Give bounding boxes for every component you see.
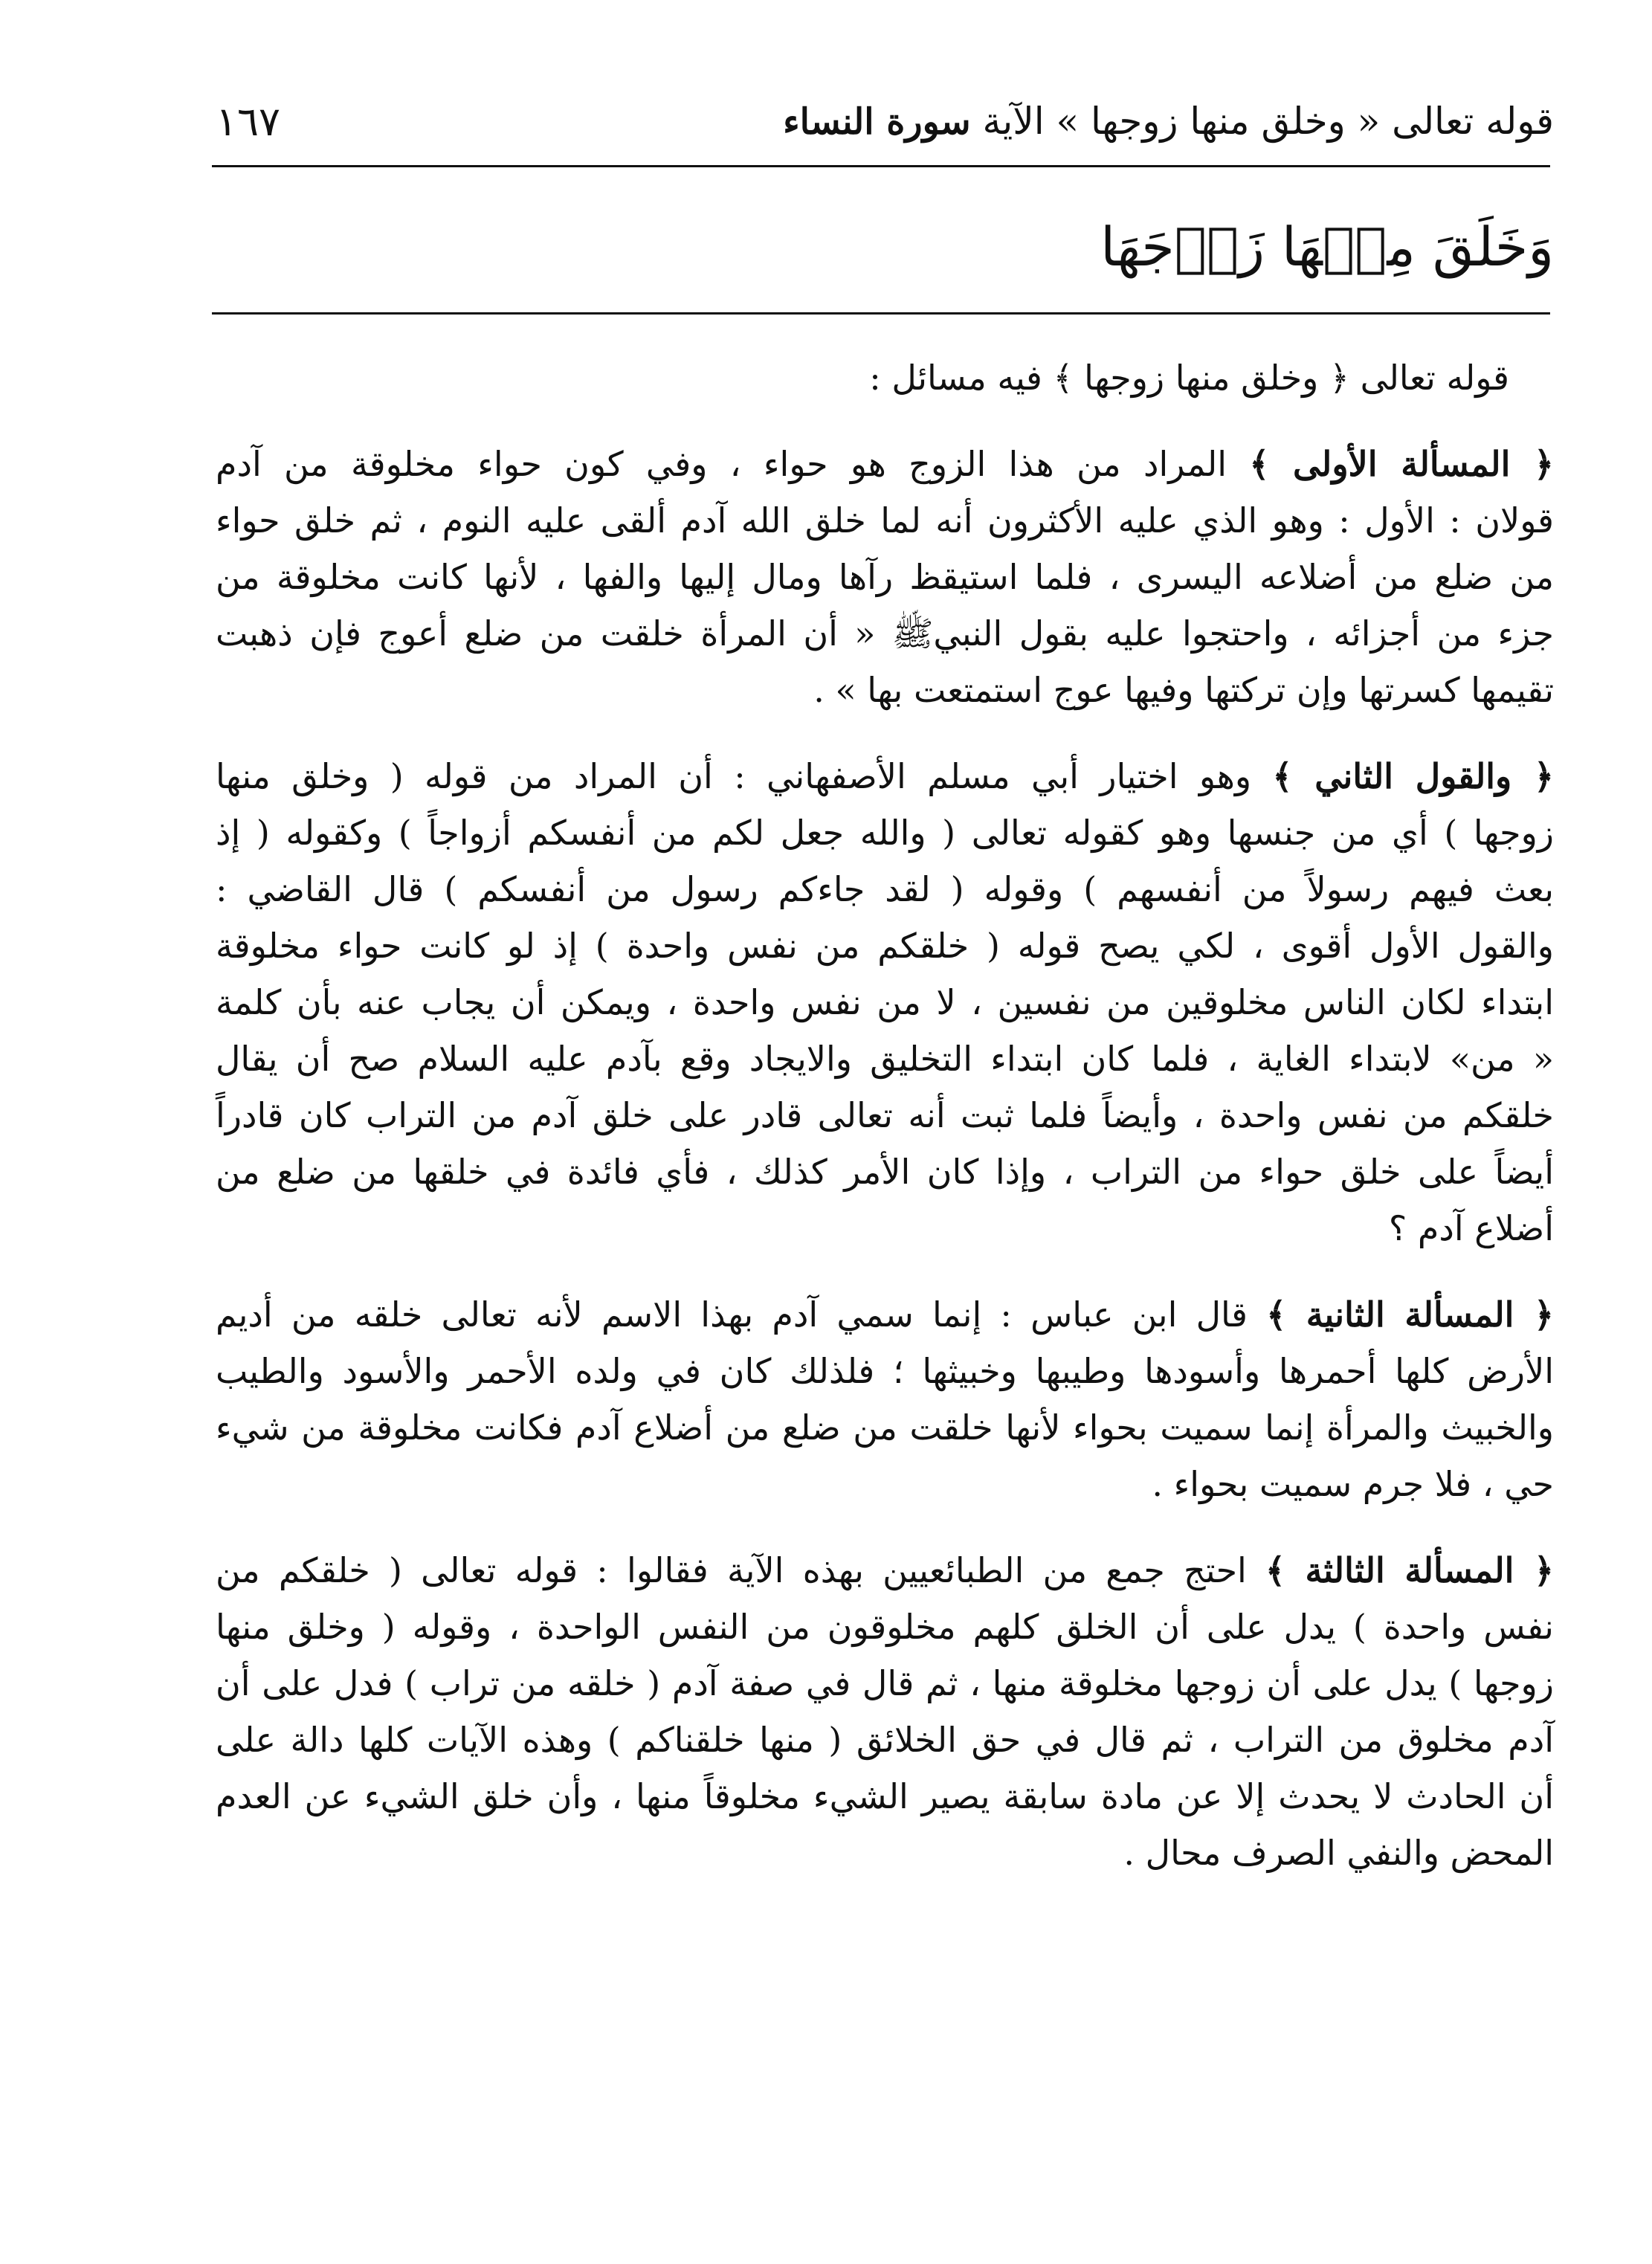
verse-heading: وَخَلَقَ مِنۡهَا زَوۡجَهَا xyxy=(1100,216,1554,278)
body-text xyxy=(216,349,1554,1911)
paragraph-lead: ﴿ المسألة الثالثة ﴾ xyxy=(1265,1550,1554,1590)
paragraph-line: حي ، فلا جرم سميت بحواء . xyxy=(1152,1464,1554,1504)
paragraph-line: خلقكم من نفس واحدة ، وأيضاً فلما ثبت أنه تعالى قادر على خلق آدم من التراب كان قادراً xyxy=(216,1095,1554,1135)
paragraph-lead: ﴿ والقول الثاني ﴾ xyxy=(1272,756,1554,796)
paragraph-first-issue xyxy=(216,436,1554,718)
header-sura-name: سورة النساء xyxy=(783,101,971,143)
paragraph-line: ﴿ المسألة الثالثة ﴾ احتج جمع من الطبائعيين بهذه الآية فقالوا : قوله تعالى ( خلقكم من xyxy=(216,1550,1554,1590)
paragraph-line: الأرض كلها أحمرها وأسودها وطيبها وخبيثها ؛ فلذلك كان في ولده الأحمر والأسود والطيب xyxy=(216,1351,1554,1391)
intro-paragraph xyxy=(216,349,1554,406)
intro-line: قوله تعالى ﴿ وخلق منها زوجها ﴾ فيه مسائل : xyxy=(869,358,1509,398)
paragraph-line: نفس واحدة ) يدل على أن الخلق كلهم مخلوقون من النفس الواحدة ، وقوله ( وخلق منها xyxy=(216,1607,1554,1647)
paragraph-line: أن الحادث لا يحدث إلا عن مادة سابقة يصير الشيء مخلوقاً منها ، وأن خلق الشيء عن العدم xyxy=(216,1776,1554,1816)
paragraph-line: زوجها ) يدل على أن زوجها مخلوقة منها ، ثم قال في صفة آدم ( خلقه من تراب ) فدل على أن xyxy=(216,1663,1554,1703)
paragraph-line: ﴿ المسألة الثانية ﴾ قال ابن عباس : إنما سمي آدم بهذا الاسم لأنه تعالى خلقه من أديم xyxy=(216,1294,1554,1335)
paragraph-line: « من» لابتداء الغاية ، فلما كان ابتداء التخليق والايجاد وقع بآدم عليه السلام صح أن يقال xyxy=(216,1039,1554,1079)
header-verse-title: قوله تعالى « وخلق منها زوجها » الآية xyxy=(982,100,1554,143)
paragraph-lead: ﴿ المسألة الثانية ﴾ xyxy=(1266,1294,1554,1335)
header-title xyxy=(783,100,1554,143)
paragraph-line: جزء من أجزائه ، واحتجوا عليه بقول النبيﷺ « أن المرأة خلقت من ضلع أعوج فإن ذهبت xyxy=(216,613,1554,654)
page-number: ١٦٧ xyxy=(216,97,281,145)
running-header xyxy=(216,88,1554,155)
paragraph-line: ابتداء لكان الناس مخلوقين من نفسين ، لا من نفس واحدة ، ويمكن أن يجاب عنه بأن كلمة xyxy=(216,982,1554,1022)
verse-divider xyxy=(212,312,1550,315)
paragraph-line: بعث فيهم رسولاً من أنفسهم ) وقوله ( لقد جاءكم رسول من أنفسكم ) قال القاضي : xyxy=(216,869,1554,909)
paragraph-line: تقيمها كسرتها وإن تركتها وفيها عوج استمتعت بها » . xyxy=(813,670,1554,710)
paragraph-line: من ضلع من أضلاعه اليسرى ، فلما استيقظ رآها ومال إليها والفها ، لأنها كانت مخلوقة من xyxy=(216,557,1554,597)
paragraph-line: ﴿ المسألة الأولى ﴾ المراد من هذا الزوج هو حواء ، وفي كون حواء مخلوقة من آدم xyxy=(216,444,1554,484)
paragraph-line: المحض والنفي الصرف محال . xyxy=(1123,1833,1554,1873)
header-divider xyxy=(212,165,1550,167)
paragraph-line: آدم مخلوق من التراب ، ثم قال في حق الخلائق ( منها خلقناكم ) وهذه الآيات كلها دالة على xyxy=(216,1720,1554,1760)
paragraph-line: قولان : الأول : وهو الذي عليه الأكثرون أنه لما خلق الله آدم ألقى عليه النوم ، ثم خلق حواء xyxy=(216,500,1554,541)
paragraph-line: ﴿ والقول الثاني ﴾ وهو اختيار أبي مسلم الأصفهاني : أن المراد من قوله ( وخلق منها xyxy=(216,756,1554,796)
paragraph-line: أيضاً على خلق حواء من التراب ، وإذا كان الأمر كذلك ، فأي فائدة في خلقها من ضلع من xyxy=(216,1152,1554,1192)
paragraph-line: زوجها ) أي من جنسها وهو كقوله تعالى ( والله جعل لكم من أنفسكم أزواجاً ) وكقوله ( إذ xyxy=(216,813,1554,853)
paragraph-line: والخبيث والمرأة إنما سميت بحواء لأنها خلقت من ضلع من أضلاع آدم فكانت مخلوقة من شيء xyxy=(216,1407,1554,1448)
paragraph-line: أضلاع آدم ؟ xyxy=(1388,1208,1554,1248)
paragraph-line: والقول الأول أقوى ، لكي يصح قوله ( خلقكم من نفس واحدة ) إذ لو كانت حواء مخلوقة xyxy=(216,926,1554,966)
paragraph-second-opinion xyxy=(216,748,1554,1257)
paragraph-third-issue xyxy=(216,1542,1554,1881)
paragraph-lead: ﴿ المسألة الأولى ﴾ xyxy=(1249,444,1554,484)
paragraph-second-issue xyxy=(216,1286,1554,1512)
